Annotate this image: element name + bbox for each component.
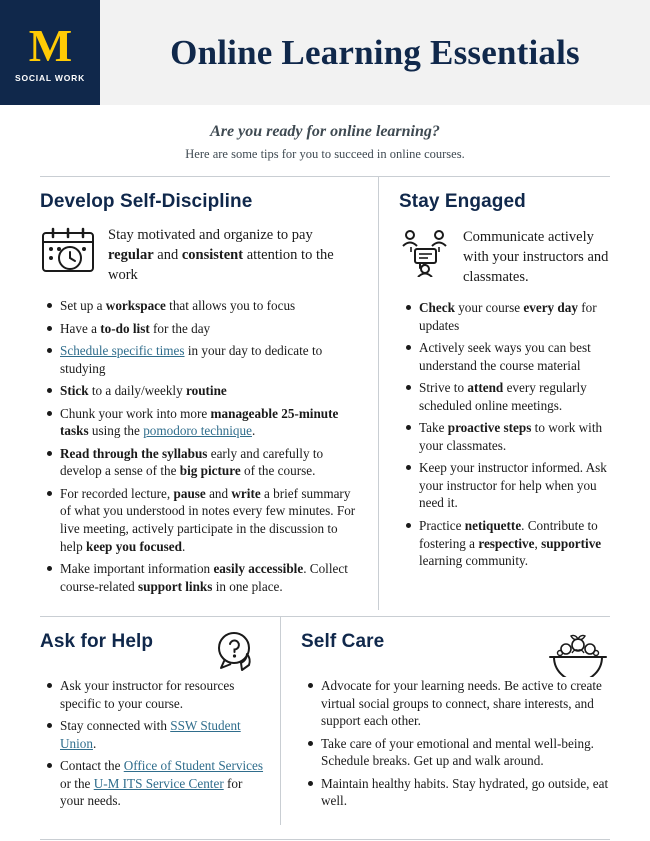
list-item — [321, 775, 610, 810]
question-speech-bubble-icon — [212, 631, 264, 677]
list-item — [60, 297, 360, 315]
section-self-care — [280, 617, 610, 825]
emphasis-text: netiquette — [464, 518, 522, 534]
text-run: early and carefully to develop a sense of the — [60, 445, 324, 479]
emphasis-text: respective — [478, 535, 535, 551]
text-run: Have a — [60, 320, 101, 336]
emphasis-text: proactive steps — [447, 420, 532, 436]
emphasis-text: routine — [186, 383, 227, 399]
emphasis-text: every day — [523, 300, 578, 315]
emphasis-text: to-do list — [100, 320, 150, 336]
text-run: . Contribute to fostering a — [419, 518, 598, 551]
text-run: Practice — [419, 518, 465, 534]
emphasis-text: big picture — [179, 463, 241, 479]
text-run: Actively seek ways you can best understand the course material — [419, 340, 591, 373]
section-title-ask-for-help: Ask for Help — [40, 631, 154, 653]
umich-social-work-logo — [0, 0, 100, 105]
emphasis-text: consistent — [181, 247, 244, 263]
self-discipline-tips-list — [40, 297, 360, 595]
block-m-logo: M — [28, 19, 72, 71]
list-item — [60, 445, 360, 480]
section-title-self-care: Self Care — [301, 631, 385, 653]
self-care-header — [301, 631, 610, 677]
emphasis-text: attend — [467, 380, 504, 396]
emphasis-text: Read through the syllabus — [60, 445, 208, 461]
calendar-clock-icon — [40, 225, 96, 275]
ask-for-help-tips-list — [40, 677, 264, 810]
text-run: . — [182, 538, 186, 554]
page-header — [0, 0, 650, 105]
list-item — [60, 320, 360, 338]
inline-link[interactable]: Schedule specific times — [60, 343, 185, 359]
text-run: Communicate actively with your instructors and classmates. — [463, 229, 609, 285]
text-run: to work with your classmates. — [419, 420, 603, 453]
text-run: using the — [88, 423, 144, 439]
text-run: for your needs. — [60, 775, 243, 809]
text-run: attention to the work — [108, 247, 334, 283]
text-run: for updates — [419, 300, 597, 333]
section-title-self-discipline: Develop Self-Discipline — [40, 191, 253, 212]
text-run: Set up a — [60, 298, 106, 313]
text-run: . — [92, 735, 97, 751]
text-run: Maintain healthy habits. Stay hydrated, go outside, eat well. — [321, 775, 609, 809]
text-run: Take — [419, 420, 448, 436]
section-stay-engaged — [378, 177, 610, 610]
text-run: or the — [60, 775, 94, 791]
text-run: Keep your instructor informed. Ask your instructor for help when you need it. — [419, 460, 607, 511]
text-run: Ask your instructor for resources specific to your course. — [60, 678, 235, 711]
page-title: Online Learning Essentials — [170, 32, 580, 72]
inline-link[interactable]: pomodoro technique — [143, 423, 252, 439]
list-item — [321, 735, 610, 770]
text-run: and — [153, 247, 182, 263]
people-chat-icon — [399, 225, 451, 277]
list-item — [419, 419, 610, 454]
list-item — [60, 382, 360, 400]
salad-bowl-icon — [546, 631, 610, 677]
text-run: Advocate for your learning needs. Be active to create virtual social groups to connect, share interests, and support each other. — [321, 678, 602, 729]
subtitle-question: Are you ready for online learning? — [210, 123, 440, 140]
list-item — [60, 342, 360, 377]
text-run: Make important information — [60, 561, 214, 577]
inline-link[interactable]: Office of Student Services — [123, 758, 264, 774]
section-ask-for-help — [40, 617, 280, 825]
list-item — [419, 517, 610, 570]
emphasis-text: pause — [173, 485, 206, 501]
text-run: for the day — [149, 320, 211, 336]
text-run: every regularly scheduled online meetings. — [419, 380, 587, 413]
list-item — [60, 677, 264, 712]
list-item — [419, 379, 610, 414]
subtitle-description: Here are some tips for you to succeed in online courses. — [185, 147, 465, 161]
list-item — [419, 339, 610, 374]
emphasis-text: workspace — [105, 298, 166, 313]
emphasis-text: regular — [108, 247, 154, 263]
list-item — [419, 459, 610, 512]
list-item — [321, 677, 610, 730]
emphasis-text: write — [231, 485, 261, 501]
text-run: that allows you to focus — [165, 298, 296, 313]
top-sections-row — [0, 177, 650, 610]
stay-engaged-tips-list — [399, 299, 610, 570]
inline-link[interactable]: SSW Student Union — [60, 718, 241, 751]
text-run: Strive to — [419, 380, 468, 396]
emphasis-text: supportive — [541, 535, 602, 551]
text-run: For recorded lecture, — [60, 485, 174, 501]
bottom-sections-row — [0, 617, 650, 825]
section-develop-self-discipline — [40, 177, 378, 610]
text-run: Stay motivated and organize to pay — [108, 227, 313, 243]
emphasis-text: manageable 25-minute tasks — [60, 405, 339, 439]
subtitle-block — [0, 105, 650, 162]
list-item — [60, 757, 264, 810]
list-item — [60, 717, 264, 752]
list-item — [60, 405, 360, 440]
stay-engaged-intro-text — [463, 225, 610, 287]
text-run: Contact the — [60, 758, 124, 774]
text-run: . Collect course-related — [60, 561, 348, 594]
text-run: of the course. — [240, 463, 316, 479]
text-run: . — [251, 423, 256, 439]
text-run: in your day to dedicate to studying — [60, 343, 323, 376]
text-run: Stay connected with — [60, 718, 171, 734]
self-discipline-intro — [40, 225, 360, 285]
text-run: and — [205, 485, 232, 501]
text-run: Take care of your emotional and mental well-being. Schedule breaks. Get up and walk around. — [321, 735, 594, 769]
section-title-stay-engaged: Stay Engaged — [399, 191, 526, 212]
inline-link[interactable]: U-M ITS Service Center — [93, 775, 224, 791]
text-run: learning community. — [419, 553, 529, 569]
emphasis-text: Check — [419, 300, 455, 315]
emphasis-text: keep you focused — [86, 538, 182, 554]
text-run: your course — [454, 300, 524, 315]
self-care-tips-list — [301, 677, 610, 810]
stay-engaged-intro — [399, 225, 610, 287]
text-run: , — [534, 535, 542, 551]
list-item — [419, 299, 610, 334]
text-run: in one place. — [212, 578, 283, 594]
ask-for-help-header — [40, 631, 264, 677]
list-item — [60, 560, 360, 595]
text-run: a brief summary of what you understood in notes every few minutes. For live meeting, actively participate in the discussion to help — [60, 485, 356, 554]
text-run: to a daily/weekly — [88, 383, 186, 399]
list-item — [60, 485, 360, 555]
self-discipline-intro-text — [108, 225, 360, 285]
emphasis-text: easily accessible — [213, 561, 304, 577]
header-title-wrap — [100, 0, 650, 105]
footer-divider — [40, 839, 610, 840]
text-run: Chunk your work into more — [60, 405, 211, 421]
logo-caption: SOCIAL WORK — [14, 72, 86, 83]
emphasis-text: support links — [137, 578, 213, 594]
emphasis-text: Stick — [60, 383, 89, 399]
